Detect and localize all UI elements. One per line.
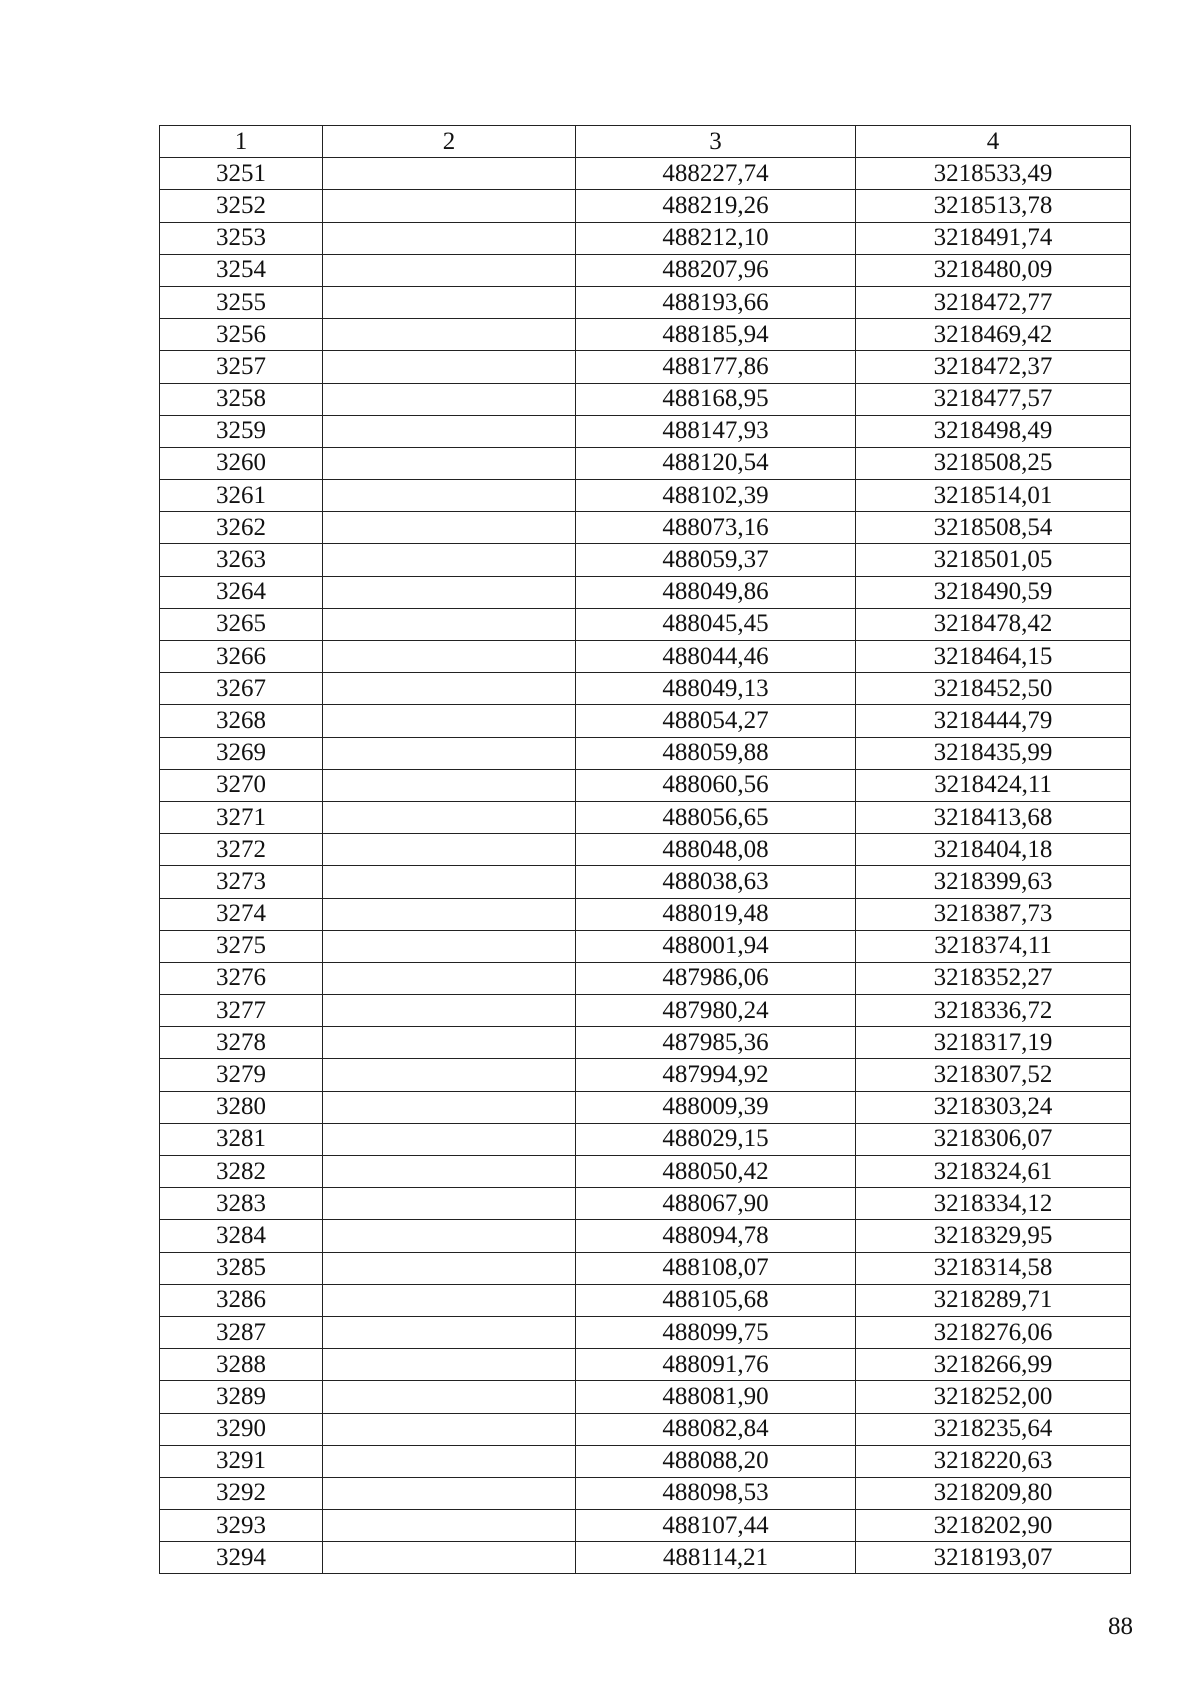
y-coordinate-cell: 3218235,64 bbox=[856, 1413, 1131, 1445]
table-row bbox=[160, 1156, 1131, 1188]
y-coordinate-cell: 3218307,52 bbox=[856, 1059, 1131, 1091]
x-coordinate-cell: 488177,86 bbox=[576, 351, 856, 383]
description-cell bbox=[323, 834, 576, 866]
table-row bbox=[160, 769, 1131, 801]
y-coordinate-cell: 3218329,95 bbox=[856, 1220, 1131, 1252]
point-number-cell: 3268 bbox=[160, 705, 323, 737]
point-number-cell: 3294 bbox=[160, 1542, 323, 1574]
description-cell bbox=[323, 319, 576, 351]
table-row bbox=[160, 1316, 1131, 1348]
description-cell bbox=[323, 1220, 576, 1252]
point-number-cell: 3283 bbox=[160, 1188, 323, 1220]
coordinates-table bbox=[159, 125, 1131, 1574]
y-coordinate-cell: 3218424,11 bbox=[856, 769, 1131, 801]
y-coordinate-cell: 3218501,05 bbox=[856, 544, 1131, 576]
description-cell bbox=[323, 158, 576, 190]
y-coordinate-cell: 3218209,80 bbox=[856, 1477, 1131, 1509]
point-number-cell: 3274 bbox=[160, 898, 323, 930]
x-coordinate-cell: 488207,96 bbox=[576, 254, 856, 286]
table-row bbox=[160, 641, 1131, 673]
x-coordinate-cell: 488147,93 bbox=[576, 415, 856, 447]
description-cell bbox=[323, 1542, 576, 1574]
table-row bbox=[160, 415, 1131, 447]
y-coordinate-cell: 3218477,57 bbox=[856, 383, 1131, 415]
x-coordinate-cell: 488114,21 bbox=[576, 1542, 856, 1574]
x-coordinate-cell: 488009,39 bbox=[576, 1091, 856, 1123]
description-cell bbox=[323, 576, 576, 608]
description-cell bbox=[323, 1349, 576, 1381]
description-cell bbox=[323, 1316, 576, 1348]
y-coordinate-cell: 3218336,72 bbox=[856, 995, 1131, 1027]
table-row bbox=[160, 1188, 1131, 1220]
table-row bbox=[160, 1252, 1131, 1284]
y-coordinate-cell: 3218480,09 bbox=[856, 254, 1131, 286]
table-row bbox=[160, 158, 1131, 190]
point-number-cell: 3253 bbox=[160, 222, 323, 254]
description-cell bbox=[323, 930, 576, 962]
y-coordinate-cell: 3218266,99 bbox=[856, 1349, 1131, 1381]
table-row bbox=[160, 1542, 1131, 1574]
y-coordinate-cell: 3218491,74 bbox=[856, 222, 1131, 254]
page-number: 88 bbox=[1108, 1613, 1133, 1640]
x-coordinate-cell: 487985,36 bbox=[576, 1027, 856, 1059]
y-coordinate-cell: 3218452,50 bbox=[856, 673, 1131, 705]
table-row bbox=[160, 1510, 1131, 1542]
x-coordinate-cell: 488081,90 bbox=[576, 1381, 856, 1413]
x-coordinate-cell: 488049,13 bbox=[576, 673, 856, 705]
y-coordinate-cell: 3218464,15 bbox=[856, 641, 1131, 673]
table-row bbox=[160, 254, 1131, 286]
description-cell bbox=[323, 608, 576, 640]
table-row bbox=[160, 1284, 1131, 1316]
table-row bbox=[160, 962, 1131, 994]
y-coordinate-cell: 3218444,79 bbox=[856, 705, 1131, 737]
table-row bbox=[160, 866, 1131, 898]
y-coordinate-cell: 3218324,61 bbox=[856, 1156, 1131, 1188]
description-cell bbox=[323, 222, 576, 254]
point-number-cell: 3286 bbox=[160, 1284, 323, 1316]
point-number-cell: 3277 bbox=[160, 995, 323, 1027]
y-coordinate-cell: 3218413,68 bbox=[856, 801, 1131, 833]
x-coordinate-cell: 488048,08 bbox=[576, 834, 856, 866]
description-cell bbox=[323, 1188, 576, 1220]
table-row bbox=[160, 1027, 1131, 1059]
x-coordinate-cell: 488219,26 bbox=[576, 190, 856, 222]
table-row bbox=[160, 1413, 1131, 1445]
table-row bbox=[160, 1059, 1131, 1091]
table-row bbox=[160, 480, 1131, 512]
point-number-cell: 3276 bbox=[160, 962, 323, 994]
point-number-cell: 3259 bbox=[160, 415, 323, 447]
x-coordinate-cell: 487986,06 bbox=[576, 962, 856, 994]
column-header-4: 4 bbox=[856, 126, 1131, 158]
description-cell bbox=[323, 480, 576, 512]
table-row bbox=[160, 286, 1131, 318]
y-coordinate-cell: 3218303,24 bbox=[856, 1091, 1131, 1123]
x-coordinate-cell: 488185,94 bbox=[576, 319, 856, 351]
description-cell bbox=[323, 737, 576, 769]
y-coordinate-cell: 3218508,54 bbox=[856, 512, 1131, 544]
point-number-cell: 3263 bbox=[160, 544, 323, 576]
description-cell bbox=[323, 962, 576, 994]
point-number-cell: 3260 bbox=[160, 447, 323, 479]
x-coordinate-cell: 488073,16 bbox=[576, 512, 856, 544]
point-number-cell: 3272 bbox=[160, 834, 323, 866]
x-coordinate-cell: 488044,46 bbox=[576, 641, 856, 673]
description-cell bbox=[323, 1413, 576, 1445]
table-row bbox=[160, 544, 1131, 576]
column-header-1: 1 bbox=[160, 126, 323, 158]
y-coordinate-cell: 3218220,63 bbox=[856, 1445, 1131, 1477]
y-coordinate-cell: 3218533,49 bbox=[856, 158, 1131, 190]
description-cell bbox=[323, 1027, 576, 1059]
x-coordinate-cell: 488102,39 bbox=[576, 480, 856, 512]
description-cell bbox=[323, 447, 576, 479]
y-coordinate-cell: 3218314,58 bbox=[856, 1252, 1131, 1284]
description-cell bbox=[323, 383, 576, 415]
description-cell bbox=[323, 1477, 576, 1509]
description-cell bbox=[323, 1381, 576, 1413]
table-row bbox=[160, 383, 1131, 415]
table-row bbox=[160, 1091, 1131, 1123]
point-number-cell: 3255 bbox=[160, 286, 323, 318]
table-row bbox=[160, 1381, 1131, 1413]
table-row bbox=[160, 930, 1131, 962]
point-number-cell: 3275 bbox=[160, 930, 323, 962]
description-cell bbox=[323, 1510, 576, 1542]
column-header-2: 2 bbox=[323, 126, 576, 158]
description-cell bbox=[323, 254, 576, 286]
point-number-cell: 3256 bbox=[160, 319, 323, 351]
description-cell bbox=[323, 1156, 576, 1188]
point-number-cell: 3262 bbox=[160, 512, 323, 544]
x-coordinate-cell: 488054,27 bbox=[576, 705, 856, 737]
y-coordinate-cell: 3218193,07 bbox=[856, 1542, 1131, 1574]
table-row bbox=[160, 512, 1131, 544]
y-coordinate-cell: 3218374,11 bbox=[856, 930, 1131, 962]
x-coordinate-cell: 488107,44 bbox=[576, 1510, 856, 1542]
y-coordinate-cell: 3218387,73 bbox=[856, 898, 1131, 930]
x-coordinate-cell: 488105,68 bbox=[576, 1284, 856, 1316]
point-number-cell: 3267 bbox=[160, 673, 323, 705]
table-row bbox=[160, 447, 1131, 479]
point-number-cell: 3273 bbox=[160, 866, 323, 898]
table-row bbox=[160, 1445, 1131, 1477]
y-coordinate-cell: 3218513,78 bbox=[856, 190, 1131, 222]
table-row bbox=[160, 222, 1131, 254]
y-coordinate-cell: 3218490,59 bbox=[856, 576, 1131, 608]
description-cell bbox=[323, 351, 576, 383]
x-coordinate-cell: 488001,94 bbox=[576, 930, 856, 962]
x-coordinate-cell: 488082,84 bbox=[576, 1413, 856, 1445]
y-coordinate-cell: 3218306,07 bbox=[856, 1123, 1131, 1155]
point-number-cell: 3287 bbox=[160, 1316, 323, 1348]
point-number-cell: 3292 bbox=[160, 1477, 323, 1509]
description-cell bbox=[323, 1252, 576, 1284]
point-number-cell: 3265 bbox=[160, 608, 323, 640]
y-coordinate-cell: 3218276,06 bbox=[856, 1316, 1131, 1348]
description-cell bbox=[323, 415, 576, 447]
point-number-cell: 3290 bbox=[160, 1413, 323, 1445]
table-header-row bbox=[160, 126, 1131, 158]
x-coordinate-cell: 488067,90 bbox=[576, 1188, 856, 1220]
point-number-cell: 3291 bbox=[160, 1445, 323, 1477]
point-number-cell: 3257 bbox=[160, 351, 323, 383]
table-row bbox=[160, 1220, 1131, 1252]
point-number-cell: 3261 bbox=[160, 480, 323, 512]
point-number-cell: 3264 bbox=[160, 576, 323, 608]
table-row bbox=[160, 608, 1131, 640]
y-coordinate-cell: 3218472,77 bbox=[856, 286, 1131, 318]
x-coordinate-cell: 488019,48 bbox=[576, 898, 856, 930]
table-row bbox=[160, 801, 1131, 833]
description-cell bbox=[323, 641, 576, 673]
y-coordinate-cell: 3218202,90 bbox=[856, 1510, 1131, 1542]
table-row bbox=[160, 319, 1131, 351]
table-row bbox=[160, 898, 1131, 930]
x-coordinate-cell: 488099,75 bbox=[576, 1316, 856, 1348]
description-cell bbox=[323, 286, 576, 318]
point-number-cell: 3251 bbox=[160, 158, 323, 190]
y-coordinate-cell: 3218498,49 bbox=[856, 415, 1131, 447]
x-coordinate-cell: 488088,20 bbox=[576, 1445, 856, 1477]
x-coordinate-cell: 488212,10 bbox=[576, 222, 856, 254]
x-coordinate-cell: 488056,65 bbox=[576, 801, 856, 833]
x-coordinate-cell: 488108,07 bbox=[576, 1252, 856, 1284]
x-coordinate-cell: 488227,74 bbox=[576, 158, 856, 190]
y-coordinate-cell: 3218469,42 bbox=[856, 319, 1131, 351]
y-coordinate-cell: 3218508,25 bbox=[856, 447, 1131, 479]
table-row bbox=[160, 673, 1131, 705]
point-number-cell: 3284 bbox=[160, 1220, 323, 1252]
description-cell bbox=[323, 1445, 576, 1477]
y-coordinate-cell: 3218514,01 bbox=[856, 480, 1131, 512]
column-header-3: 3 bbox=[576, 126, 856, 158]
description-cell bbox=[323, 769, 576, 801]
x-coordinate-cell: 488050,42 bbox=[576, 1156, 856, 1188]
x-coordinate-cell: 488094,78 bbox=[576, 1220, 856, 1252]
point-number-cell: 3269 bbox=[160, 737, 323, 769]
description-cell bbox=[323, 1284, 576, 1316]
point-number-cell: 3293 bbox=[160, 1510, 323, 1542]
table-body bbox=[160, 158, 1131, 1574]
point-number-cell: 3252 bbox=[160, 190, 323, 222]
point-number-cell: 3281 bbox=[160, 1123, 323, 1155]
y-coordinate-cell: 3218399,63 bbox=[856, 866, 1131, 898]
point-number-cell: 3279 bbox=[160, 1059, 323, 1091]
table-row bbox=[160, 1477, 1131, 1509]
description-cell bbox=[323, 898, 576, 930]
description-cell bbox=[323, 801, 576, 833]
x-coordinate-cell: 488049,86 bbox=[576, 576, 856, 608]
x-coordinate-cell: 488045,45 bbox=[576, 608, 856, 640]
description-cell bbox=[323, 544, 576, 576]
y-coordinate-cell: 3218404,18 bbox=[856, 834, 1131, 866]
description-cell bbox=[323, 1091, 576, 1123]
point-number-cell: 3270 bbox=[160, 769, 323, 801]
y-coordinate-cell: 3218435,99 bbox=[856, 737, 1131, 769]
description-cell bbox=[323, 673, 576, 705]
point-number-cell: 3280 bbox=[160, 1091, 323, 1123]
y-coordinate-cell: 3218317,19 bbox=[856, 1027, 1131, 1059]
description-cell bbox=[323, 705, 576, 737]
description-cell bbox=[323, 190, 576, 222]
x-coordinate-cell: 487980,24 bbox=[576, 995, 856, 1027]
table-row bbox=[160, 995, 1131, 1027]
table-row bbox=[160, 1123, 1131, 1155]
description-cell bbox=[323, 1059, 576, 1091]
x-coordinate-cell: 487994,92 bbox=[576, 1059, 856, 1091]
table-row bbox=[160, 834, 1131, 866]
description-cell bbox=[323, 1123, 576, 1155]
y-coordinate-cell: 3218334,12 bbox=[856, 1188, 1131, 1220]
x-coordinate-cell: 488193,66 bbox=[576, 286, 856, 318]
description-cell bbox=[323, 866, 576, 898]
x-coordinate-cell: 488168,95 bbox=[576, 383, 856, 415]
point-number-cell: 3258 bbox=[160, 383, 323, 415]
table-row bbox=[160, 576, 1131, 608]
y-coordinate-cell: 3218289,71 bbox=[856, 1284, 1131, 1316]
x-coordinate-cell: 488120,54 bbox=[576, 447, 856, 479]
x-coordinate-cell: 488091,76 bbox=[576, 1349, 856, 1381]
x-coordinate-cell: 488029,15 bbox=[576, 1123, 856, 1155]
description-cell bbox=[323, 512, 576, 544]
point-number-cell: 3266 bbox=[160, 641, 323, 673]
x-coordinate-cell: 488059,37 bbox=[576, 544, 856, 576]
x-coordinate-cell: 488059,88 bbox=[576, 737, 856, 769]
point-number-cell: 3282 bbox=[160, 1156, 323, 1188]
y-coordinate-cell: 3218252,00 bbox=[856, 1381, 1131, 1413]
table-row bbox=[160, 737, 1131, 769]
y-coordinate-cell: 3218352,27 bbox=[856, 962, 1131, 994]
table-row bbox=[160, 705, 1131, 737]
description-cell bbox=[323, 995, 576, 1027]
x-coordinate-cell: 488060,56 bbox=[576, 769, 856, 801]
point-number-cell: 3285 bbox=[160, 1252, 323, 1284]
point-number-cell: 3271 bbox=[160, 801, 323, 833]
table-row bbox=[160, 1349, 1131, 1381]
table-row bbox=[160, 190, 1131, 222]
point-number-cell: 3254 bbox=[160, 254, 323, 286]
point-number-cell: 3288 bbox=[160, 1349, 323, 1381]
table-row bbox=[160, 351, 1131, 383]
x-coordinate-cell: 488098,53 bbox=[576, 1477, 856, 1509]
x-coordinate-cell: 488038,63 bbox=[576, 866, 856, 898]
point-number-cell: 3278 bbox=[160, 1027, 323, 1059]
point-number-cell: 3289 bbox=[160, 1381, 323, 1413]
y-coordinate-cell: 3218478,42 bbox=[856, 608, 1131, 640]
y-coordinate-cell: 3218472,37 bbox=[856, 351, 1131, 383]
